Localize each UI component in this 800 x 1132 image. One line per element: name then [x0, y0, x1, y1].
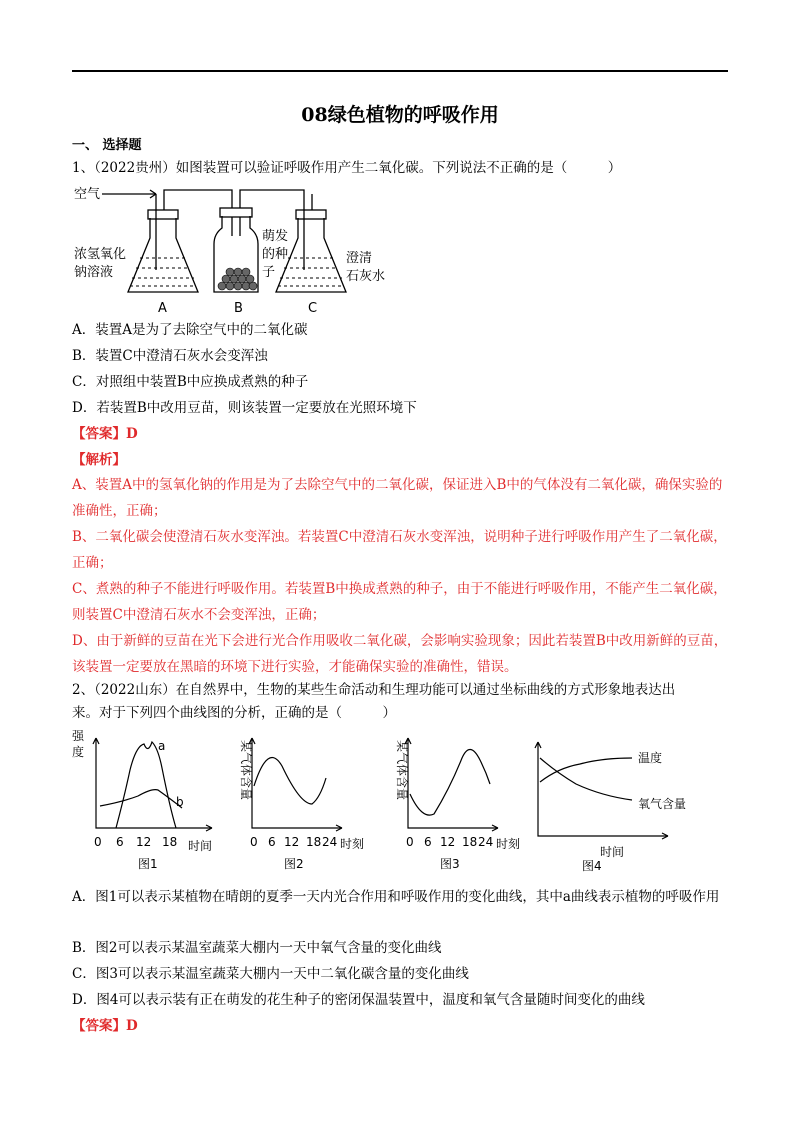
graph2-caption: 图2 — [284, 857, 304, 871]
graph2-curve — [254, 758, 326, 804]
graph4-temp-curve — [540, 758, 632, 782]
lime-label-2: 石灰水 — [346, 269, 386, 284]
q1-answer: 【答案】D — [72, 426, 138, 442]
graph2-xlabel: 时刻 — [340, 837, 365, 851]
q2-option-a: A．图1可以表示某植物在晴朗的夏季一天内光合作用和呼吸作用的变化曲线，其中a曲线表示植物的呼吸作用 — [72, 889, 720, 905]
graph1-tick-12: 12 — [136, 835, 152, 849]
graph3-ylabel: 某气体含量 — [395, 740, 409, 801]
question-1-stem: 1、（2022贵州）如图装置可以验证呼吸作用产生二氧化碳。下列说法不正确的是（ ） — [72, 160, 622, 176]
bottle-b-label: B — [234, 301, 243, 316]
header-rule — [72, 70, 728, 72]
graph1-ylabel-1: 强 — [72, 729, 85, 743]
question-2-stem-2: 来。对于下列四个曲线图的分析，正确的是（ ） — [72, 705, 396, 721]
air-label: 空气 — [74, 187, 101, 202]
flask-c-label: C — [308, 301, 318, 316]
q1-option-c: C．对照组中装置B中应换成煮熟的种子 — [72, 374, 309, 390]
graph3-curve — [410, 749, 490, 815]
graph4-caption: 图4 — [582, 859, 602, 873]
graph3-xlabel: 时刻 — [496, 837, 521, 851]
q1-option-b: B．装置C中澄清石灰水会变浑浊 — [72, 348, 268, 364]
graph1-label-a: a — [158, 739, 166, 753]
graph1-caption: 图1 — [138, 857, 158, 871]
graph2-tick-24: 24 — [322, 835, 338, 849]
q2-option-b: B．图2可以表示某温室蔬菜大棚内一天中氧气含量的变化曲线 — [72, 940, 442, 956]
section-heading: 一、 选择题 — [72, 138, 142, 153]
graph2-ylabel: 某气体含量 — [239, 740, 253, 801]
graph3-caption: 图3 — [440, 857, 460, 871]
q1-analysis-c: C、煮熟的种子不能进行呼吸作用。若装置B中换成煮熟的种子，由于不能进行呼吸作用，不能产生二氧化碳，则装置C中澄清石灰水不会变浑浊，正确； — [72, 581, 727, 623]
flask-a — [128, 218, 198, 292]
graph4-xlabel: 时间 — [600, 845, 625, 859]
lime-label-1: 澄清 — [346, 251, 373, 266]
apparatus-figure — [72, 180, 392, 320]
graph2-tick-18: 18 — [306, 835, 322, 849]
q1-option-d: D．若装置B中改用豆苗，则该装置一定要放在光照环境下 — [72, 400, 417, 416]
question-2-stem-1: 2、（2022山东）在自然界中，生物的某些生命活动和生理功能可以通过坐标曲线的方式形象地表达出 — [72, 682, 676, 698]
q1-analysis-a: A、装置A中的氢氧化钠的作用是为了去除空气中的二氧化碳，保证进入B中的气体没有二氧化碳，确保实验的准确性，正确； — [72, 477, 723, 519]
curve-graphs-figure — [72, 728, 712, 878]
graph3-tick-24: 24 — [478, 835, 494, 849]
q2-option-d: D．图4可以表示装有正在萌发的花生种子的密闭保温装置中，温度和氧气含量随时间变化的曲线 — [72, 992, 645, 1008]
graph2-tick-0: 0 — [250, 835, 258, 849]
graph1-tick-6: 6 — [116, 835, 124, 849]
q2-option-c: C．图3可以表示某温室蔬菜大棚内一天中二氧化碳含量的变化曲线 — [72, 966, 469, 982]
graph4-temp-label: 温度 — [638, 751, 663, 765]
q1-analysis-label: 【解析】 — [72, 452, 126, 468]
graph2-axes — [252, 738, 342, 828]
seed-label-2: 的种 — [262, 247, 289, 262]
flask-a-label: A — [158, 301, 167, 316]
graph3-tick-18: 18 — [462, 835, 478, 849]
graph1-label-b: b — [176, 795, 184, 809]
q1-analysis-b: B、二氧化碳会使澄清石灰水变浑浊。若装置C中澄清石灰水变浑浊，说明种子进行呼吸作用产生了二氧化碳，正确； — [72, 529, 727, 571]
graph1-ylabel-2: 度 — [72, 745, 85, 759]
graph4-o2-label: 氧气含量 — [638, 797, 687, 811]
naoh-label-1: 浓氢氧化 — [74, 247, 127, 262]
graph1-curve-a — [116, 742, 176, 828]
graph3-axes — [408, 738, 498, 828]
naoh-label-2: 钠溶液 — [74, 265, 114, 280]
graph3-tick-6: 6 — [424, 835, 432, 849]
graph3-tick-0: 0 — [406, 835, 414, 849]
q1-analysis-d: D、由于新鲜的豆苗在光下会进行光合作用吸收二氧化碳，会影响实验现象；因此若装置B中改用新鲜的豆苗，该装置一定要放在黑暗的环境下进行实验，才能确保实验的准确性，错误。 — [72, 633, 728, 675]
graph1-xlabel: 时间 — [188, 839, 213, 853]
seeds-icon — [218, 268, 257, 290]
graph2-tick-6: 6 — [268, 835, 276, 849]
page-title: 08绿色植物的呼吸作用 — [301, 104, 499, 126]
graph1-tick-18: 18 — [162, 835, 178, 849]
graph3-tick-12: 12 — [440, 835, 456, 849]
q2-answer: 【答案】D — [72, 1018, 138, 1034]
graph1-axes — [96, 738, 212, 828]
graph2-tick-12: 12 — [284, 835, 300, 849]
seed-label-1: 萌发 — [262, 229, 289, 244]
graph1-tick-0: 0 — [94, 835, 102, 849]
q1-option-a: A．装置A是为了去除空气中的二氧化碳 — [72, 322, 308, 338]
seed-label-3: 子 — [262, 265, 276, 280]
graph4-o2-curve — [540, 758, 632, 800]
